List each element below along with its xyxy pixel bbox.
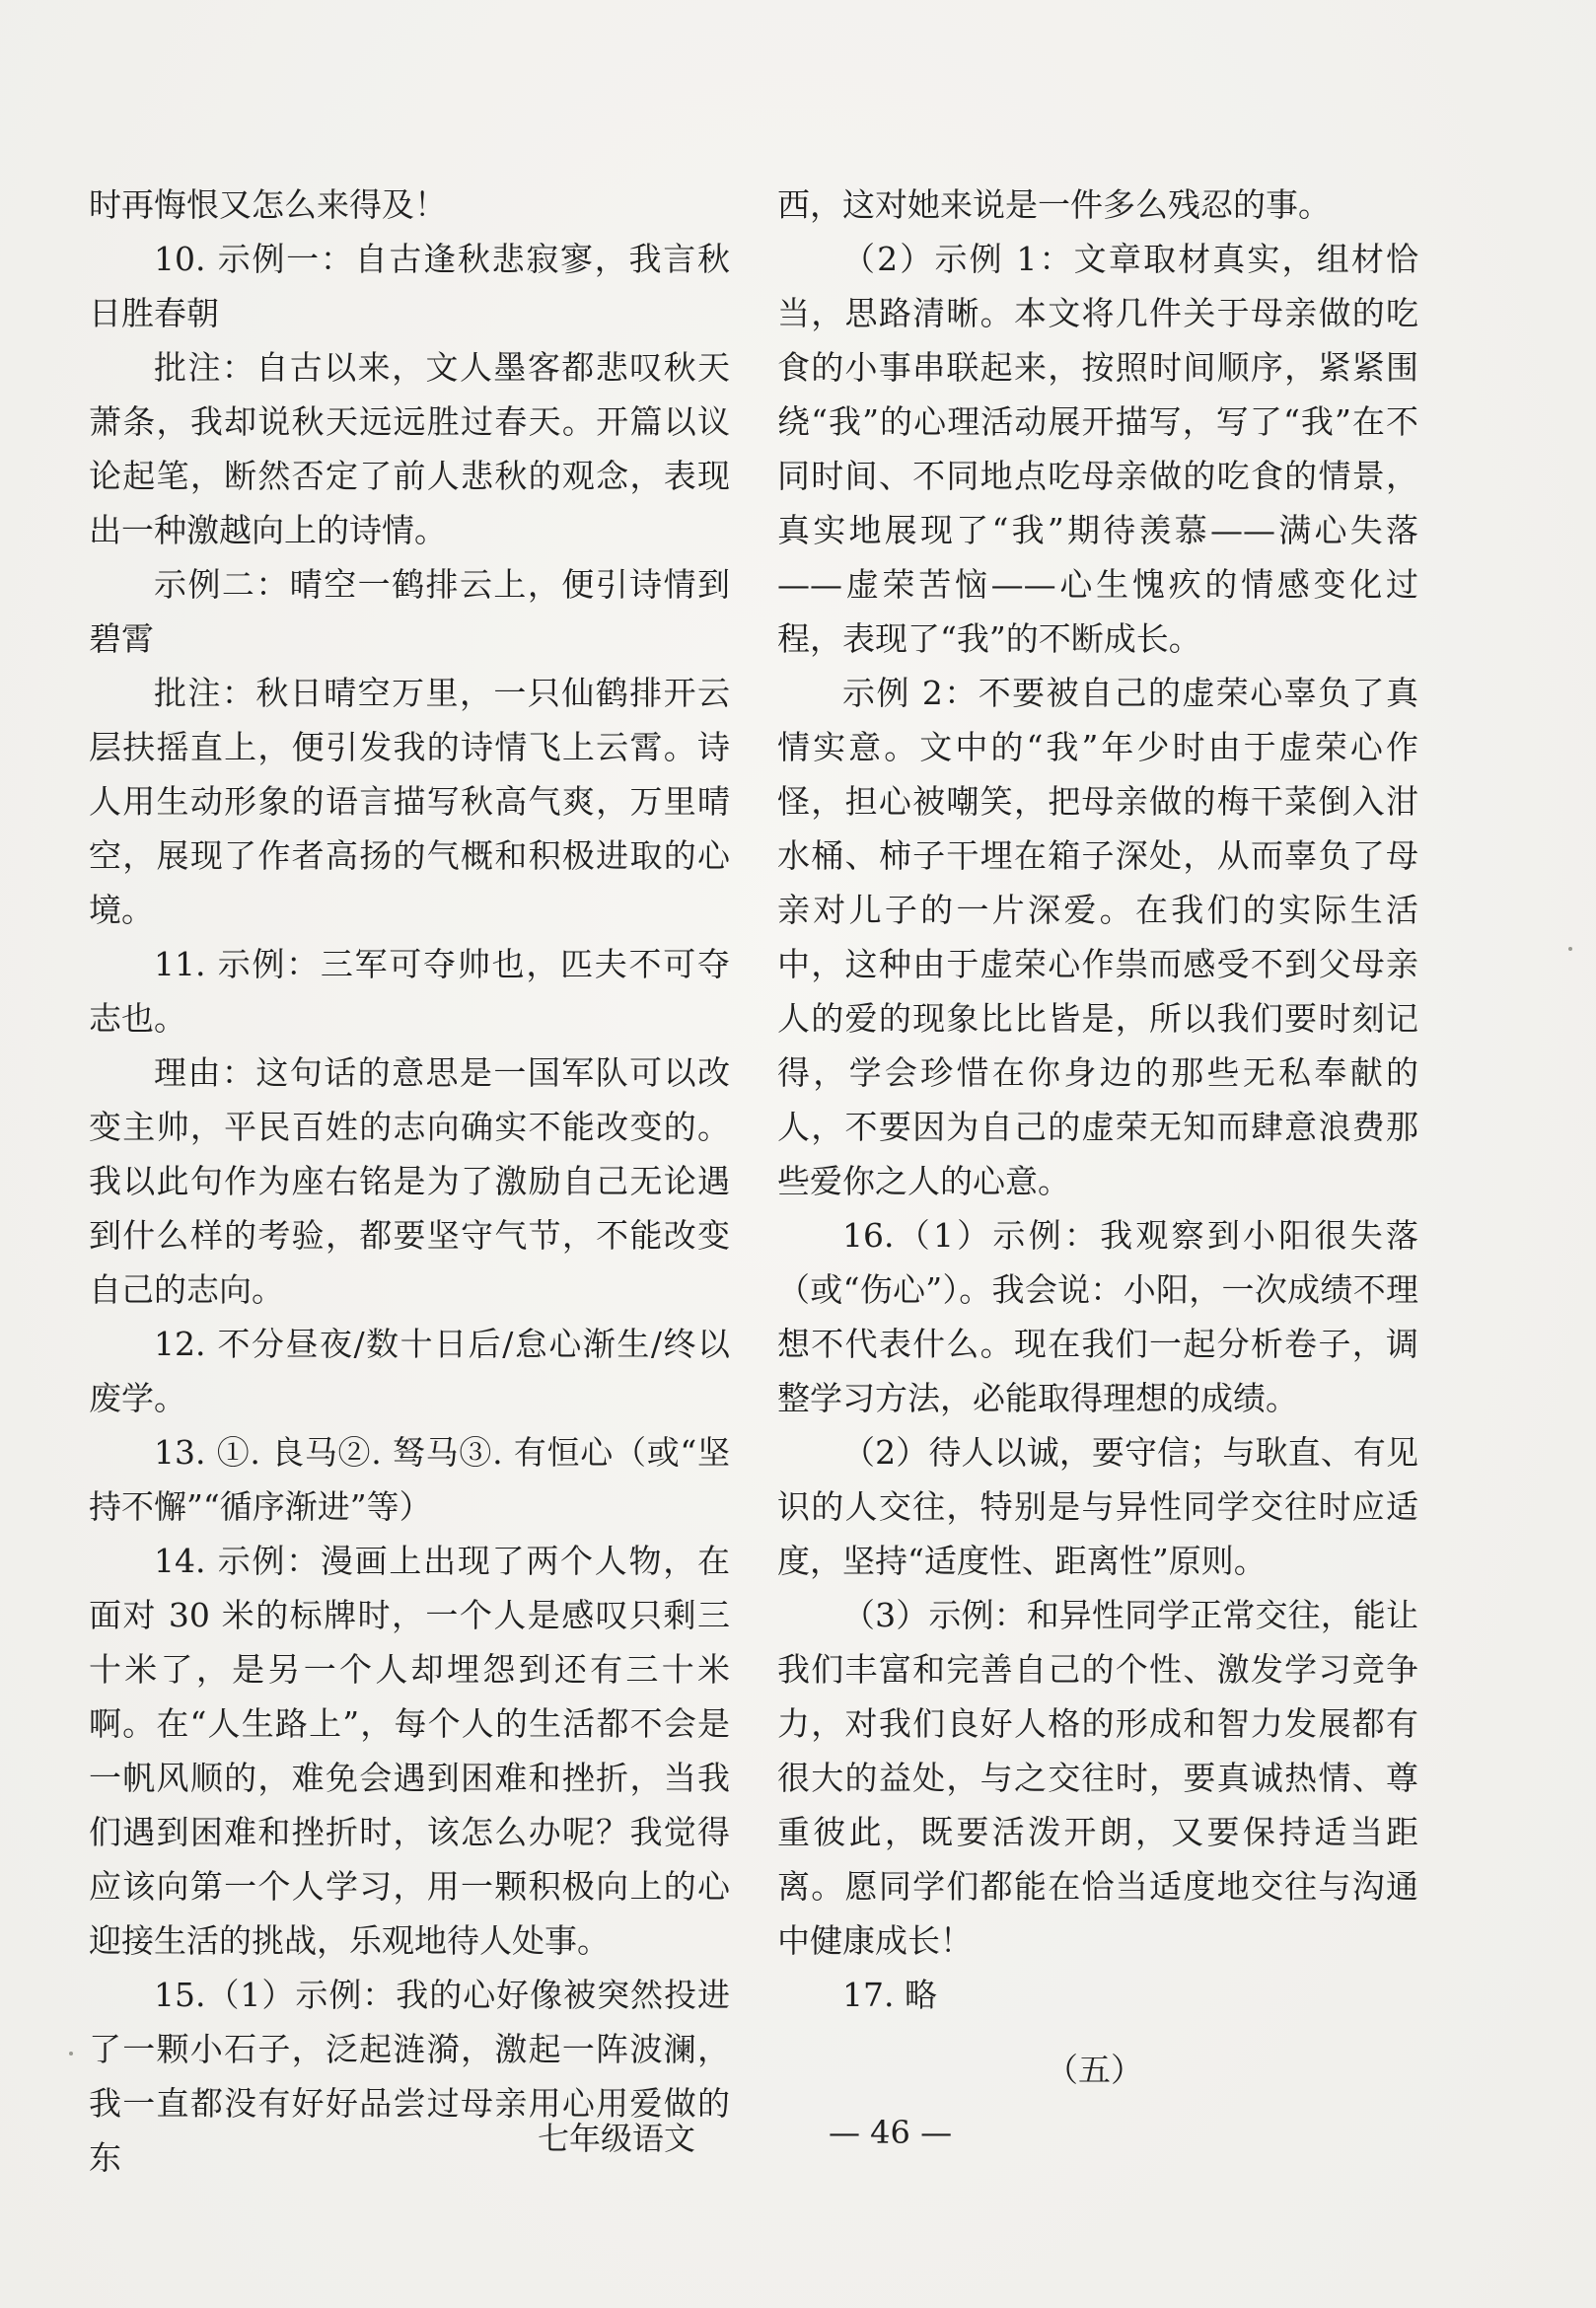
paragraph: 10. 示例一：自古逢秋悲寂寥，我言秋日胜春朝 <box>89 240 730 332</box>
scan-speck <box>69 2052 73 2056</box>
paragraph: 17. 略 <box>842 1976 937 2014</box>
paragraph: （2）示例 1：文章取材真实，组材恰当，思路清晰。本文将几件关于母亲做的吃食的小事串联起来，按照时间顺序，紧紧围绕“我”的心理活动展开描写，写了“我”在不同时间、不同地点吃母亲做的吃食的情景，真实地展现了“我”期待羡慕——满心失落——虚荣苦恼——心生愧疚的情感变化过程，表现了“我”的不断成长。 <box>777 240 1418 658</box>
paragraph: （3）示例：和异性同学正常交往，能让我们丰富和完善自己的个性、激发学习竞争力，对我们良好人格的形成和智力发展都有很大的益处，与之交往时，要真诚热情、尊重彼此，既要活泼开朗，又要保持适当距离。愿同学们都能在恰当适度地交往与沟通中健康成长！ <box>777 1596 1418 1960</box>
paragraph: 14. 示例：漫画上出现了两个人物，在面对 30 米的标牌时，一个人是感叹只剩三十米了，是另一个人却埋怨到还有三十米啊。在“人生路上”，每个人的生活都不会是一帆风顺的，难免会遇到困难和挫折，当我们遇到困难和挫折时，该怎么办呢？我觉得应该向第一个人学习，用一颗积极向上的心迎接生活的挑战，乐观地待人处事。 <box>89 1542 730 1960</box>
paragraph: 12. 不分昼夜/数十日后/怠心渐生/终以废学。 <box>89 1325 730 1417</box>
paragraph: 理由：这句话的意思是一国军队可以改变主帅，平民百姓的志向确实不能改变的。我以此句作为座右铭是为了激励自己无论遇到什么样的考验，都要坚守气节，不能改变自己的志向。 <box>89 1053 730 1309</box>
footer-page-number: — 46 — <box>829 2114 953 2151</box>
scan-speck <box>1568 947 1572 951</box>
section-heading: （五） <box>1046 2051 1143 2089</box>
left-column <box>89 178 730 2185</box>
paragraph: 时再悔恨又怎么来得及！ <box>89 185 447 224</box>
paragraph: 示例 2：不要被自己的虚荣心辜负了真情实意。文中的“我”年少时由于虚荣心作怪，担心被嘲笑，把母亲做的梅干菜倒入泔水桶、柿子干埋在箱子深处，从而辜负了母亲对儿子的一片深爱。在我们的实际生活中，这种由于虚荣心作祟而感受不到父母亲人的爱的现象比比皆是，所以我们要时刻记得，学会珍惜在你身边的那些无私奉献的人，不要因为自己的虚荣无知而肆意浪费那些爱你之人的心意。 <box>777 674 1418 1200</box>
paragraph: 示例二：晴空一鹤排云上，便引诗情到碧霄 <box>89 565 730 658</box>
paragraph: 13. ①. 良马②. 驽马③. 有恒心（或“坚持不懈”“循序渐进”等） <box>89 1433 730 1526</box>
paragraph: 16.（1）示例：我观察到小阳很失落（或“伤心”）。我会说：小阳，一次成绩不理想不代表什么。现在我们一起分析卷子，调整学习方法，必能取得理想的成绩。 <box>777 1216 1418 1417</box>
right-column <box>777 178 1418 2022</box>
footer-subject: 七年级语文 <box>537 2120 695 2157</box>
paragraph: （2）待人以诚，要守信；与耿直、有见识的人交往，特别是与异性同学交往时应适度，坚持“适度性、距离性”原则。 <box>777 1433 1418 1580</box>
paragraph: 西，这对她来说是一件多么残忍的事。 <box>777 185 1331 224</box>
paragraph: 批注：自古以来，文人墨客都悲叹秋天萧条，我却说秋天远远胜过春天。开篇以议论起笔，断然否定了前人悲秋的观念，表现出一种激越向上的诗情。 <box>89 348 730 549</box>
paragraph: 批注：秋日晴空万里，一只仙鹤排开云层扶摇直上，便引发我的诗情飞上云霄。诗人用生动形象的语言描写秋高气爽，万里晴空，展现了作者高扬的气概和积极进取的心境。 <box>89 674 730 929</box>
paragraph: 15.（1）示例：我的心好像被突然投进了一颗小石子，泛起涟漪，激起一阵波澜，我一直都没有好好品尝过母亲用心用爱做的东 <box>89 1976 730 2177</box>
paragraph: 11. 示例：三军可夺帅也，匹夫不可夺志也。 <box>89 945 730 1038</box>
